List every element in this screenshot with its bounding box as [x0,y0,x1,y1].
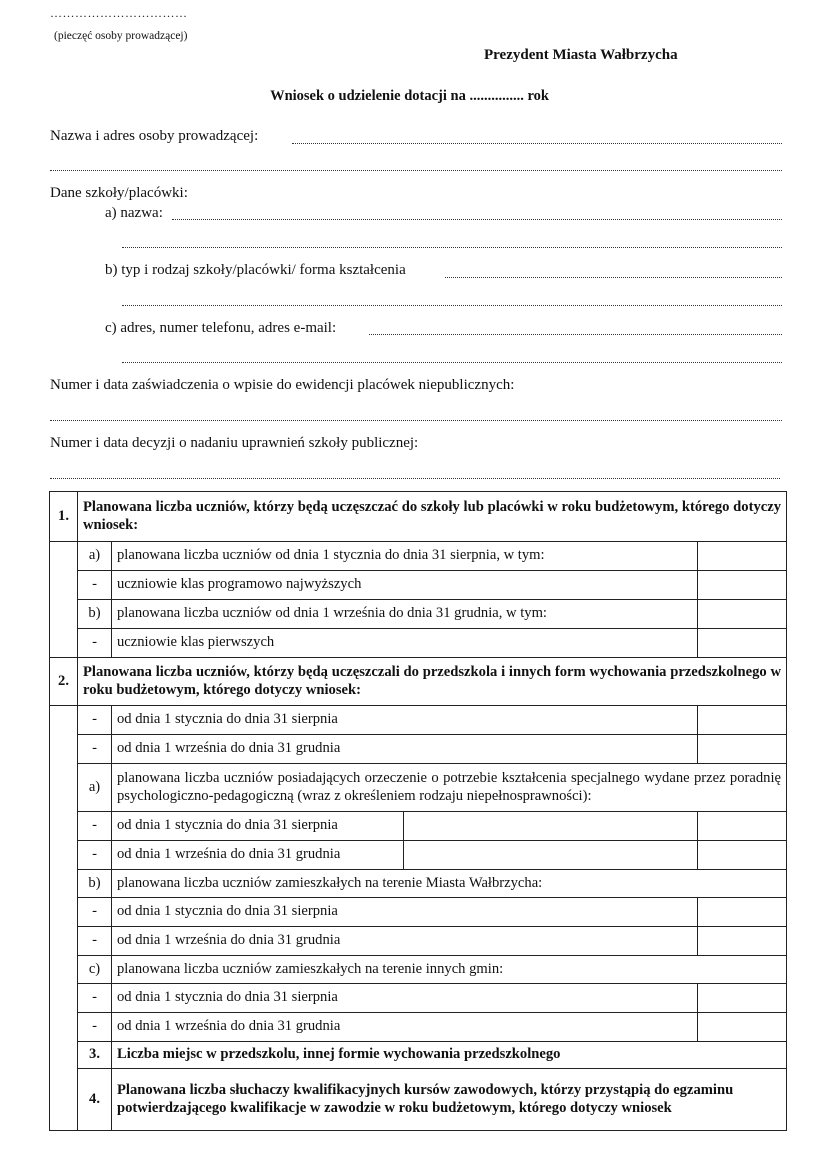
s2-c-text: planowana liczba uczniów zamieszkałych na terenie innych gmin: [112,956,787,984]
s1-b-value-cell[interactable] [698,600,787,629]
s2-sep-dec-text: od dnia 1 września do dnia 31 grudnia [112,735,698,764]
s2-dash: - [78,812,112,841]
s2-dash: - [78,841,112,870]
decision-label: Numer i data decyzji o nadaniu uprawnień szkoły publicznej: [50,435,419,451]
school-type-label: b) typ i rodzaj szkoły/placówki/ forma kształcenia [105,262,406,278]
school-address-line-2[interactable] [122,362,782,363]
section-3-number: 3. [78,1042,112,1069]
section-4-heading: Planowana liczba słuchaczy kwalifikacyjnych kursów zawodowych, którzy przystąpią do egzaminu potwierdzającego kwalifikacje w zawodzie w roku budżetowym, którego dotyczy wniosek [112,1069,787,1131]
s2-a-sep-dec-text: od dnia 1 września do dnia 31 grudnia [112,841,404,870]
s2-c-sep-dec-text: od dnia 1 września do dnia 31 grudnia [112,1013,698,1042]
s1-a-sub-value-cell[interactable] [698,571,787,600]
s1-a-text: planowana liczba uczniów od dnia 1 stycznia do dnia 31 sierpnia, w tym: [112,542,698,571]
s2-dash: - [78,927,112,956]
s2-b-sep-dec-text: od dnia 1 września do dnia 31 grudnia [112,927,698,956]
s2-a-sep-dec-detail-cell[interactable] [404,841,698,870]
stamp-placeholder-dots: …………………………… [50,6,188,20]
s2-a-jan-aug-value-cell[interactable] [698,812,787,841]
certificate-label: Numer i data zaświadczenia o wpisie do ewidencji placówek niepublicznych: [50,377,515,393]
s2-b-sep-dec-value-cell[interactable] [698,927,787,956]
s2-dash: - [78,735,112,764]
s1-b-sub-mark: - [78,629,112,658]
s1-b-sub-text: uczniowie klas pierwszych [112,629,698,658]
s1-a-mark: a) [78,542,112,571]
school-name-line-1[interactable] [172,219,782,220]
s2-a-mark: a) [78,764,112,812]
s2-b-mark: b) [78,870,112,898]
addressee: Prezydent Miasta Wałbrzycha [484,47,678,63]
s2-c-jan-aug-value-cell[interactable] [698,984,787,1013]
name-address-line-2[interactable] [50,170,782,171]
s2-dash: - [78,1013,112,1042]
s2-c-mark: c) [78,956,112,984]
school-data-label: Dane szkoły/placówki: [50,185,188,201]
school-name-line-2[interactable] [122,247,782,248]
school-address-line-1[interactable] [369,334,782,335]
application-table [49,491,787,1131]
name-address-line-1[interactable] [292,143,782,144]
s2-b-jan-aug-value-cell[interactable] [698,898,787,927]
s1-b-text: planowana liczba uczniów od dnia 1 września do dnia 31 grudnia, w tym: [112,600,698,629]
school-address-label: c) adres, numer telefonu, adres e-mail: [105,320,337,336]
decision-line[interactable] [50,478,780,479]
section-3-heading: Liczba miejsc w przedszkolu, innej formie wychowania przedszkolnego [112,1042,787,1069]
s1-b-mark: b) [78,600,112,629]
s1-a-value-cell[interactable] [698,542,787,571]
section-2-number: 2. [50,658,78,706]
s2-c-sep-dec-value-cell[interactable] [698,1013,787,1042]
s2-b-jan-aug-text: od dnia 1 stycznia do dnia 31 sierpnia [112,898,698,927]
s2-a-text: planowana liczba uczniów posiadających orzeczenie o potrzebie kształcenia specjalnego wydane przez poradnię psychologiczno-pedagogiczną (wraz z określeniem rodzaju niepełnosprawności): [112,764,787,812]
section-4-number: 4. [78,1069,112,1131]
s2-c-jan-aug-text: od dnia 1 stycznia do dnia 31 sierpnia [112,984,698,1013]
s1-b-sub-value-cell[interactable] [698,629,787,658]
school-type-line-2[interactable] [122,305,782,306]
document-title: Wniosek o udzielenie dotacji na ............... rok [270,88,549,104]
s1-a-sub-text: uczniowie klas programowo najwyższych [112,571,698,600]
s2-jan-aug-text: od dnia 1 stycznia do dnia 31 sierpnia [112,706,698,735]
s2-a-jan-aug-detail-cell[interactable] [404,812,698,841]
school-type-line-1[interactable] [445,277,782,278]
s2-a-jan-aug-text: od dnia 1 stycznia do dnia 31 sierpnia [112,812,404,841]
s2-a-sep-dec-value-cell[interactable] [698,841,787,870]
s2-dash: - [78,706,112,735]
stamp-label: (pieczęć osoby prowadzącej) [54,30,188,42]
s2-dash: - [78,984,112,1013]
s2-sep-dec-value-cell[interactable] [698,735,787,764]
certificate-line[interactable] [50,420,782,421]
s2-jan-aug-value-cell[interactable] [698,706,787,735]
section-2-heading: Planowana liczba uczniów, którzy będą uczęszczali do przedszkola i innych form wychowania przedszkolnego w roku budżetowym, którego dotyczy wniosek: [78,658,787,706]
section-1-heading: Planowana liczba uczniów, którzy będą uczęszczać do szkoły lub placówki w roku budżetowym, którego dotyczy wniosek: [78,492,787,542]
school-name-label: a) nazwa: [105,205,163,221]
s2-b-text: planowana liczba uczniów zamieszkałych na terenie Miasta Wałbrzycha: [112,870,787,898]
s2-dash: - [78,898,112,927]
s1-a-sub-mark: - [78,571,112,600]
section-1-number: 1. [50,492,78,542]
name-address-label: Nazwa i adres osoby prowadzącej: [50,128,259,144]
